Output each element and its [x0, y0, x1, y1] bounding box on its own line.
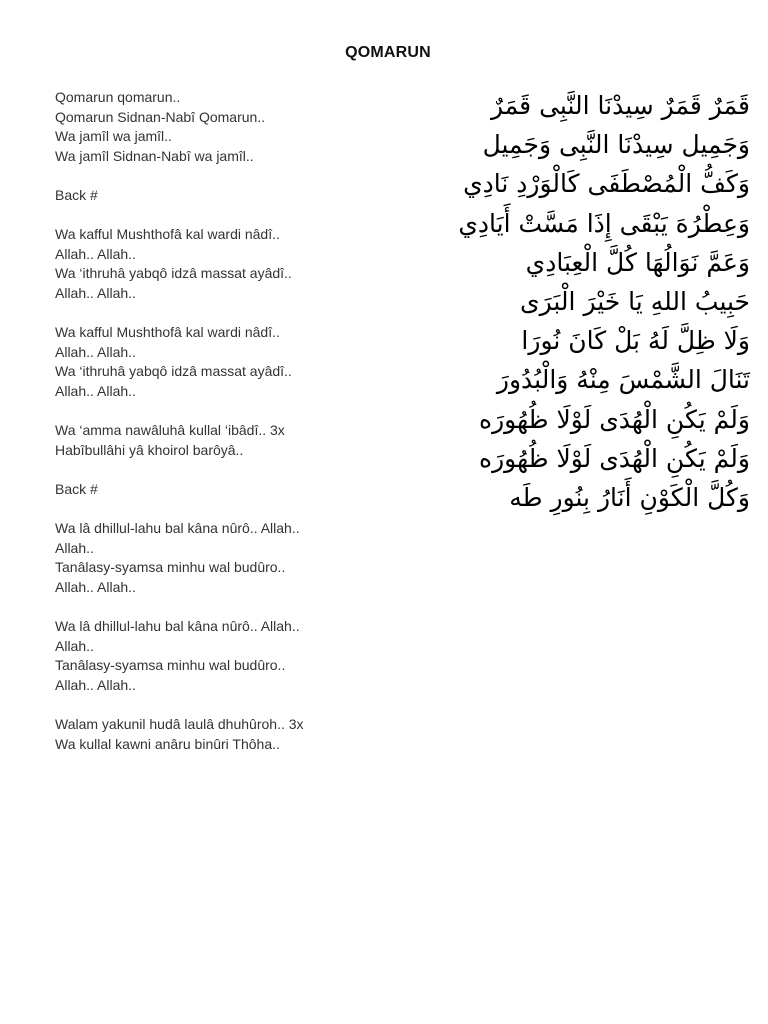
arabic-line: وَكُلَّ الْكَوْنِ أَنَارُ بِنُورِ طَه [509, 483, 750, 513]
page-title: QOMARUN [345, 44, 431, 61]
lyric-line: Allah.. Allah.. [55, 578, 136, 595]
lyric-line: Wa lâ dhillul-lahu bal kâna nûrô.. Allah.. [55, 520, 300, 537]
lyric-line: Wa kafful Mushthofâ kal wardi nâdî.. [55, 226, 280, 243]
lyric-line: Habîbullâhi yâ khoirol barôyâ.. [55, 441, 244, 458]
arabic-line: حَبِيبُ اللهِ يَا خَيْرَ الْبَرَى [520, 287, 750, 317]
lyric-line: Allah.. Allah.. [55, 382, 136, 399]
arabic-line: وَلَمْ يَكُنِ الْهُدَى لَوْلَا ظُهُورَه [479, 443, 750, 473]
transliteration-lyrics [55, 88, 385, 754]
lyric-line: Qomarun qomarun.. [55, 89, 181, 105]
lyric-line: Wa kafful Mushthofâ kal wardi nâdî.. [55, 324, 280, 341]
arabic-line: وَلَمْ يَكُنِ الْهُدَى لَوْلَا ظُهُورَه [479, 404, 750, 434]
arabic-line: تَنَالَ الشَّمْسَ مِنْهُ وَالْبُدُورَ [496, 365, 750, 395]
lyric-line: Walam yakunil hudâ laulâ dhuhûroh.. 3x [55, 716, 304, 732]
blank-line [55, 402, 385, 422]
lyric-line: Allah.. Allah.. [55, 676, 136, 693]
lyric-line: Wa jamîl Sidnan-Nabî wa jamîl.. [55, 147, 254, 164]
lyric-line: Back # [55, 480, 98, 497]
lyric-line: Wa ‘ithruhâ yabqô idzâ massat ayâdî.. [55, 265, 292, 282]
lyric-line: Wa jamîl wa jamîl.. [55, 128, 172, 145]
lyric-line: Wa kullal kawni anâru binûri Thôha.. [55, 735, 280, 752]
arabic-line: وَعَمَّ نَوَالُهَا كُلَّ الْعِبَادِي [525, 247, 750, 277]
lyric-line: Allah.. [55, 637, 94, 654]
lyric-line: Wa lâ dhillul-lahu bal kâna nûrô.. Allah.. [55, 618, 300, 635]
arabic-line: وَجَمِيل سِيدْنَا النَّبِى وَجَمِيل [482, 130, 750, 160]
lyric-line: Allah.. Allah.. [55, 245, 136, 262]
blank-line [55, 499, 385, 519]
lyric-line: Qomarun Sidnan-Nabî Qomarun.. [55, 108, 266, 125]
lyric-line: Allah.. Allah.. [55, 284, 136, 301]
lyric-line: Tanâlasy-syamsa minhu wal budûro.. [55, 657, 286, 674]
lyric-line: Wa ‘amma nawâluhâ kullal ‘ibâdî.. 3x [55, 422, 285, 439]
lyric-line: Back # [55, 186, 98, 203]
lyric-line: Allah.. [55, 539, 94, 556]
blank-line [55, 597, 385, 617]
blank-line [55, 304, 385, 324]
arabic-line: وَعِطْرُهَ يَبْقَى إِذَا مَسَّتْ أَيَادِي [458, 208, 750, 238]
arabic-line: وَكَفُّ الْمُصْطَفَى كَالْوَرْدِ نَادِي [463, 169, 750, 199]
arabic-line: وَلَا ظِلَّ لَهُ بَلْ كَانَ نُورَا [521, 326, 750, 356]
blank-line [55, 166, 385, 186]
blank-line [55, 460, 385, 480]
arabic-line: قَمَرٌ قَمَرٌ سِيدْنَا النَّبِى قَمَرٌ [490, 91, 750, 120]
lyric-line: Tanâlasy-syamsa minhu wal budûro.. [55, 559, 286, 576]
blank-line [55, 206, 385, 226]
blank-line [55, 695, 385, 715]
lyric-line: Wa ‘ithruhâ yabqô idzâ massat ayâdî.. [55, 363, 292, 380]
arabic-lyrics [405, 86, 750, 517]
lyric-line: Allah.. Allah.. [55, 343, 136, 360]
